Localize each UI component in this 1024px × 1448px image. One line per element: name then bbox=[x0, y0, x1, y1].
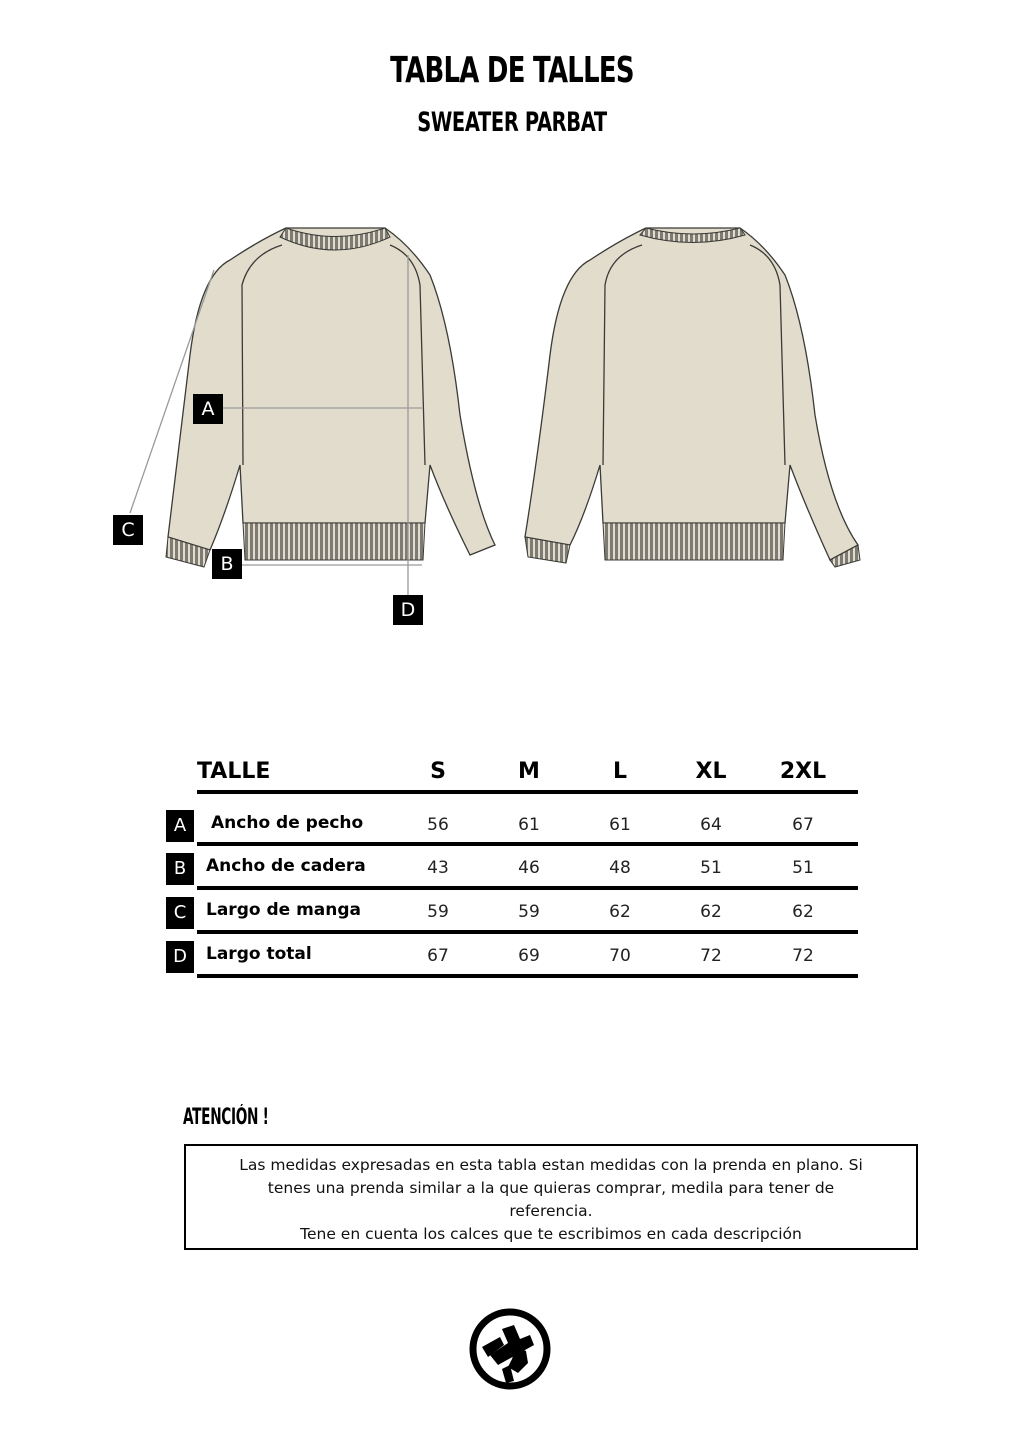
table-divider bbox=[197, 790, 858, 794]
row-letter: B bbox=[166, 853, 194, 885]
row-label: Largo de manga bbox=[206, 900, 362, 920]
cell-value: 43 bbox=[427, 858, 449, 878]
cell-value: 56 bbox=[427, 815, 449, 835]
header-size-xl: XL bbox=[695, 759, 727, 784]
cell-value: 59 bbox=[427, 902, 449, 922]
cell-value: 69 bbox=[518, 946, 540, 966]
row-label: Ancho de cadera bbox=[206, 856, 366, 876]
cell-value: 62 bbox=[609, 902, 631, 922]
attention-line: Las medidas expresadas en esta tabla estan medidas con la prenda en plano. Si bbox=[239, 1156, 863, 1174]
sweater-illustration bbox=[100, 215, 880, 635]
page-title: TABLA DE TALLES bbox=[390, 50, 634, 91]
cell-value: 62 bbox=[700, 902, 722, 922]
cell-value: 62 bbox=[792, 902, 814, 922]
cell-value: 67 bbox=[427, 946, 449, 966]
cell-value: 46 bbox=[518, 858, 540, 878]
header-size-l: L bbox=[612, 759, 628, 784]
cell-value: 61 bbox=[609, 815, 631, 835]
attention-title: ATENCIÓN ! bbox=[183, 1105, 269, 1130]
cell-value: 59 bbox=[518, 902, 540, 922]
marker-b: B bbox=[212, 549, 242, 579]
marker-a: A bbox=[193, 394, 223, 424]
cell-value: 48 bbox=[609, 858, 631, 878]
cell-value: 64 bbox=[700, 815, 722, 835]
attention-box bbox=[184, 1144, 918, 1250]
page-subtitle: SWEATER PARBAT bbox=[417, 107, 607, 138]
header-talle: TALLE bbox=[197, 759, 271, 784]
cell-value: 67 bbox=[792, 815, 814, 835]
row-label: Ancho de pecho bbox=[211, 813, 364, 833]
back-sweater-icon bbox=[525, 228, 860, 567]
brand-logo-icon bbox=[468, 1307, 552, 1391]
cell-value: 72 bbox=[792, 946, 814, 966]
header-size-2xl: 2XL bbox=[779, 759, 827, 784]
table-divider bbox=[197, 886, 858, 890]
header-size-s: S bbox=[430, 759, 446, 784]
size-table-header bbox=[165, 755, 860, 793]
row-letter: A bbox=[166, 810, 194, 842]
row-letter: D bbox=[166, 941, 194, 973]
marker-d: D bbox=[393, 595, 423, 625]
attention-line: referencia. bbox=[509, 1202, 593, 1220]
table-divider bbox=[197, 930, 858, 934]
row-label: Largo total bbox=[206, 944, 312, 964]
cell-value: 72 bbox=[700, 946, 722, 966]
cell-value: 51 bbox=[792, 858, 814, 878]
header-size-m: M bbox=[518, 759, 540, 784]
table-divider bbox=[197, 842, 858, 846]
table-divider bbox=[197, 974, 858, 978]
marker-c: C bbox=[113, 515, 143, 545]
cell-value: 61 bbox=[518, 815, 540, 835]
attention-line: tenes una prenda similar a la que quieras comprar, medila para tener de bbox=[267, 1179, 835, 1197]
attention-line: Tene en cuenta los calces que te escribimos en cada descripción bbox=[300, 1225, 802, 1243]
cell-value: 51 bbox=[700, 858, 722, 878]
row-letter: C bbox=[166, 897, 194, 929]
cell-value: 70 bbox=[609, 946, 631, 966]
